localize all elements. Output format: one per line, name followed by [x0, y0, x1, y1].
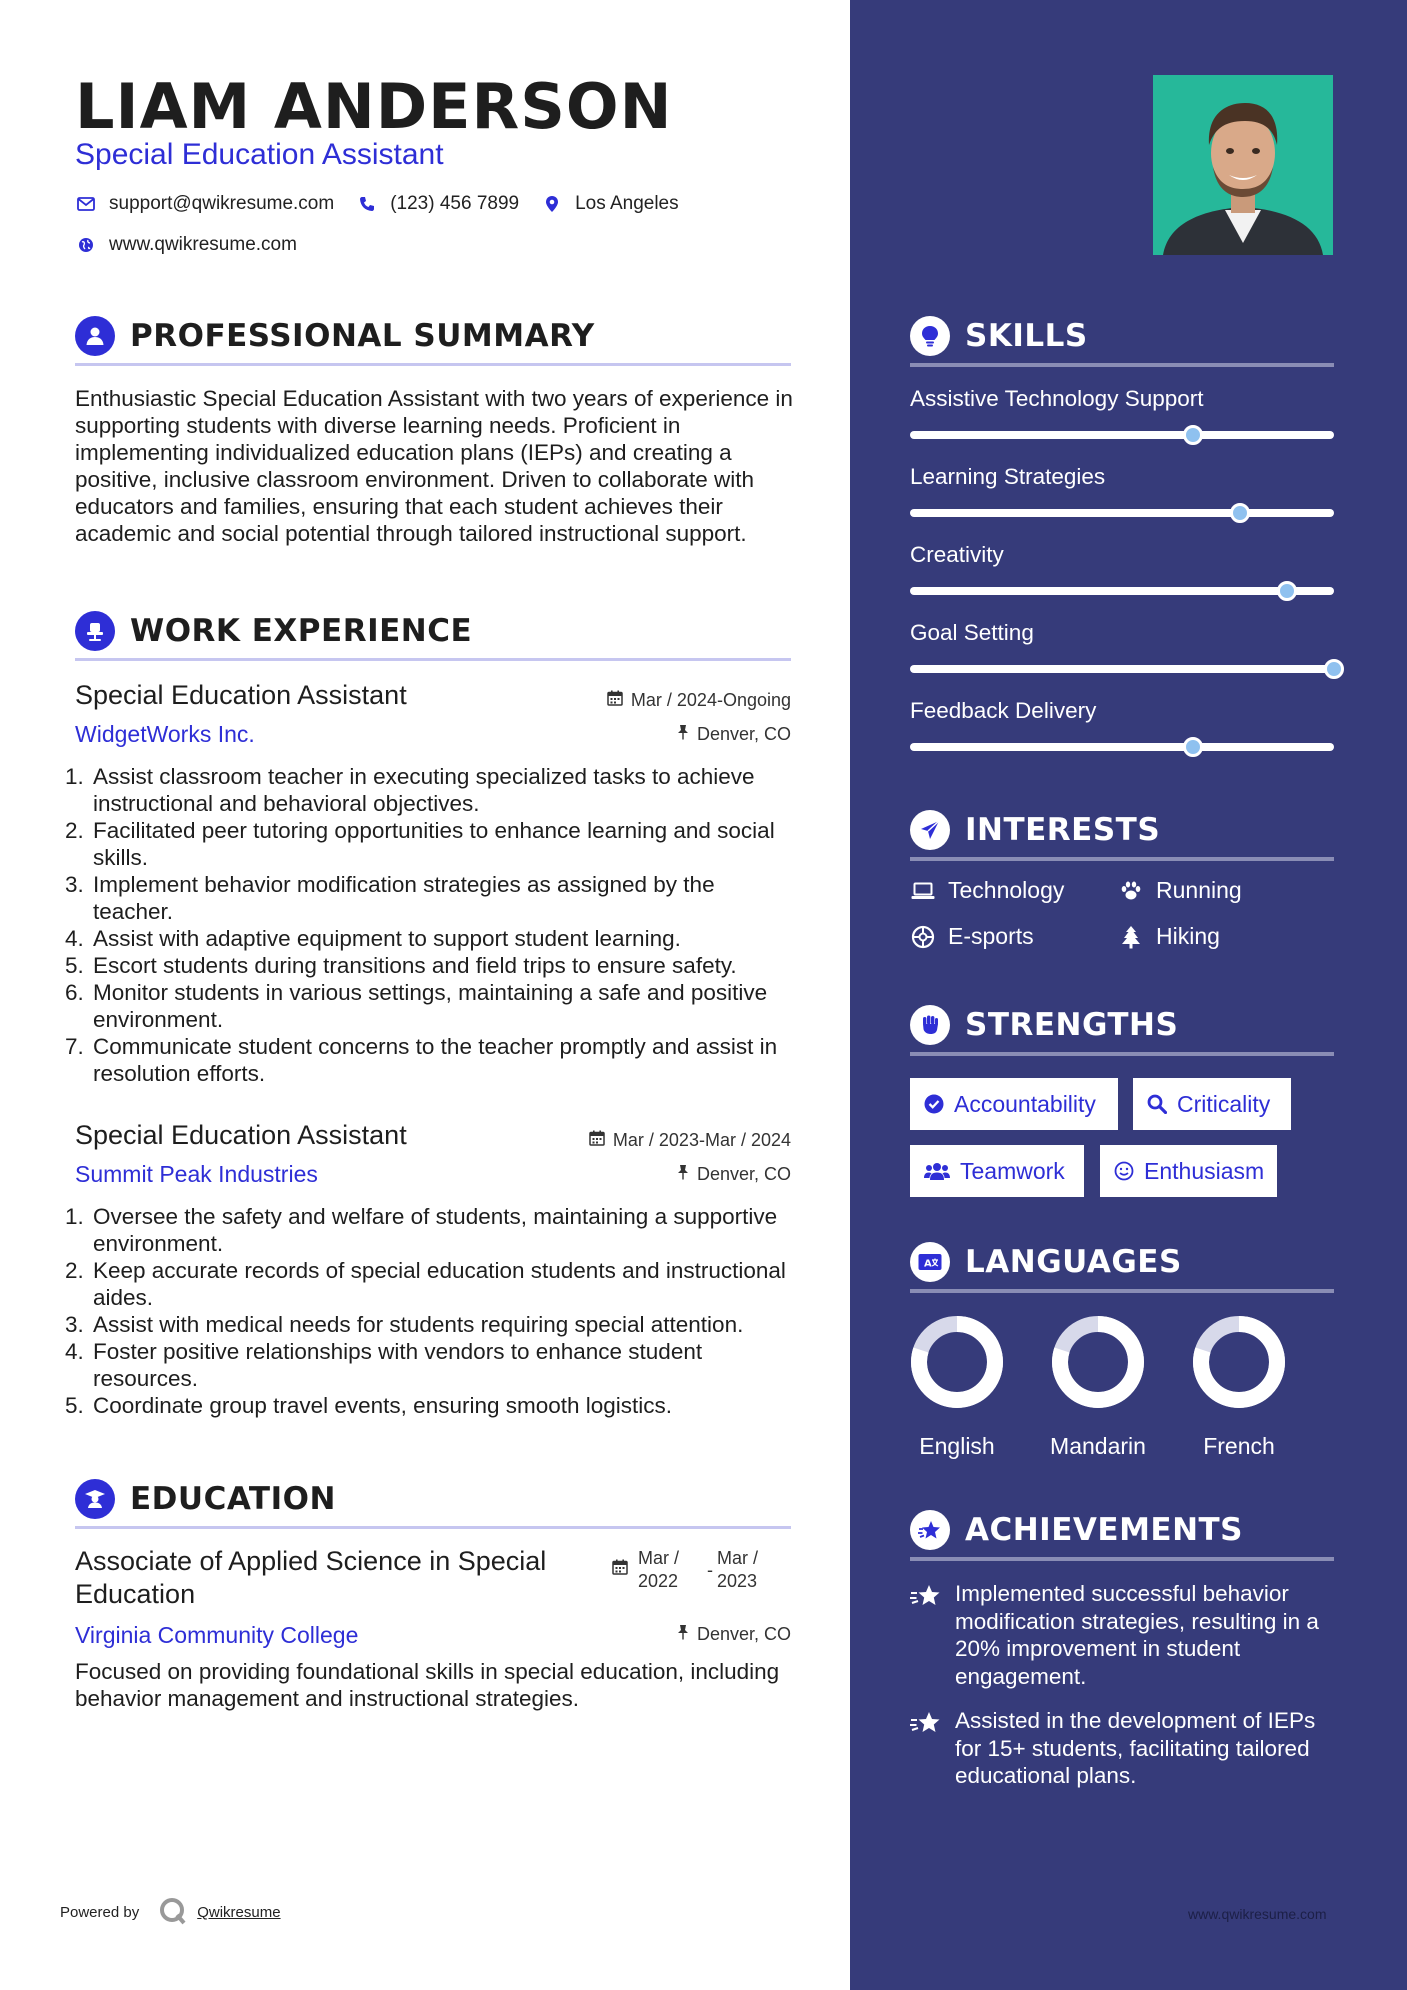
job-2-bullets: [65, 1203, 800, 1419]
list-item: 1. Oversee the safety and welfare of students, maintaining a supportive environment.: [65, 1204, 778, 1256]
job-2-location: [677, 1164, 791, 1185]
languages-heading: [910, 1242, 1334, 1282]
website-text: www.qwikresume.com: [109, 234, 297, 255]
job-1-dates: [607, 690, 791, 711]
interest-running: Running: [1118, 877, 1242, 904]
user-icon: [75, 316, 115, 356]
smile-icon: [1114, 1161, 1134, 1181]
achievements-heading: [910, 1510, 1334, 1550]
contact-row: [75, 193, 701, 215]
list-item: 6. Monitor students in various settings, maintaining a safe and positive environment.: [65, 980, 768, 1032]
sidebar: [850, 0, 1407, 1990]
languages-divider: [910, 1289, 1334, 1293]
list-item: 4. Foster positive relationships with vendors to enhance student resources.: [65, 1339, 703, 1391]
footer-website[interactable]: www.qwikresume.com: [1188, 1906, 1327, 1922]
pushpin-icon: [677, 724, 689, 745]
location-item: [541, 193, 679, 215]
qwikresume-logo-icon: [157, 1895, 189, 1931]
education-location-text: Denver, CO: [696, 1624, 791, 1644]
profile-photo: [1153, 75, 1333, 255]
summary-divider: [75, 363, 791, 366]
skill-level-knob: [1324, 659, 1344, 679]
language-name: English: [919, 1433, 995, 1459]
education-school: Virginia Community College: [75, 1622, 359, 1648]
strengths-divider: [910, 1052, 1334, 1056]
users-icon: [924, 1161, 950, 1181]
email-item[interactable]: [75, 193, 334, 215]
job-2-dates: [589, 1130, 791, 1151]
strengths-heading: [910, 1005, 1334, 1045]
shooting-star-icon: [910, 1709, 942, 1790]
strength-criticality: Criticality: [1133, 1078, 1291, 1130]
strength-enthusiasm: Enthusiasm: [1100, 1145, 1277, 1197]
calendar-icon: [607, 690, 623, 711]
experience-heading: [75, 611, 791, 651]
laptop-icon: [910, 882, 936, 900]
location-text: Los Angeles: [575, 193, 679, 214]
language-level-ring: [910, 1315, 1004, 1409]
skills-heading-label: SKILLS: [965, 318, 1088, 354]
list-item: 2. Facilitated peer tutoring opportunities to enhance learning and social skills.: [65, 818, 775, 870]
pushpin-icon: [677, 1164, 689, 1185]
job-1-location: [677, 724, 791, 745]
search-icon: [1147, 1094, 1167, 1114]
map-pin-icon: [541, 193, 563, 215]
skill-level-bar: [910, 743, 1334, 751]
skill-level-bar: [910, 431, 1334, 439]
skill-level-bar: [910, 509, 1334, 517]
job-2-dates-text: Mar / 2023-Mar / 2024: [612, 1130, 791, 1150]
education-degree: Associate of Applied Science in Special Education: [75, 1546, 547, 1609]
skill-level-bar: [910, 587, 1334, 595]
skill-name: Creativity: [910, 542, 1004, 567]
calendar-icon: [612, 1559, 628, 1593]
interest-technology: Technology: [910, 877, 1064, 904]
star-icon: [910, 1510, 950, 1550]
interest-hiking: Hiking: [1118, 923, 1220, 950]
education-location: [677, 1624, 791, 1645]
phone-text: (123) 456 7899: [390, 193, 520, 214]
pushpin-icon: [677, 1624, 689, 1645]
briefcase-chair-icon: [75, 611, 115, 651]
gamepad-icon: [910, 925, 936, 949]
education-description: Focused on providing foundational skills in special education, including behavior management and instructional strategies.: [75, 1659, 780, 1711]
website-item[interactable]: [75, 234, 297, 256]
language-name: Mandarin: [1050, 1433, 1146, 1459]
list-item: 5. Escort students during transitions and field trips to ensure safety.: [65, 953, 737, 978]
phone-item[interactable]: [356, 193, 519, 215]
job-1-dates-text: Mar / 2024-Ongoing: [630, 690, 791, 710]
skill-level-bar: [910, 665, 1334, 673]
candidate-title: Special Education Assistant: [75, 138, 444, 171]
skill-level-knob: [1183, 425, 1203, 445]
language-level-ring: [1051, 1315, 1145, 1409]
skill-name: Goal Setting: [910, 620, 1034, 645]
list-item: 7. Communicate student concerns to the teacher promptly and assist in resolution efforts.: [65, 1034, 778, 1086]
skill-name: Feedback Delivery: [910, 698, 1097, 723]
strength-accountability: Accountability: [910, 1078, 1118, 1130]
achievements-divider: [910, 1557, 1334, 1561]
summary-heading-label: PROFESSIONAL SUMMARY: [130, 318, 595, 354]
tree-icon: [1118, 925, 1144, 949]
education-heading: [75, 1479, 791, 1519]
email-text: support@qwikresume.com: [109, 193, 335, 214]
list-item: 4. Assist with adaptive equipment to support student learning.: [65, 926, 681, 951]
language-item: [1182, 1315, 1296, 1460]
powered-by: [60, 1904, 281, 1921]
interests-heading-label: INTERESTS: [965, 812, 1161, 848]
fist-icon: [910, 1005, 950, 1045]
candidate-name: LIAM ANDERSON: [75, 70, 673, 143]
shooting-star-icon: [910, 1582, 942, 1690]
skill-level-knob: [1277, 581, 1297, 601]
skill-level-knob: [1230, 503, 1250, 523]
list-item: 3. Implement behavior modification strategies as assigned by the teacher.: [65, 872, 715, 924]
education-heading-label: EDUCATION: [130, 1481, 336, 1517]
svg-text:A: A: [924, 1258, 932, 1270]
summary-text: Enthusiastic Special Education Assistant with two years of experience in supporting students with diverse learning needs. Proficient in implementing individualized education plans (IEPs) and creating a positive, inclusive classroom environment. Driven to collaborate with educators and families, ensuring that each student achieves their academic and social potential through tailored instructional support.: [75, 386, 793, 546]
powered-by-label: Powered by: [60, 1904, 140, 1921]
language-level-ring: [1192, 1315, 1286, 1409]
skill-name: Learning Strategies: [910, 464, 1106, 489]
experience-heading-label: WORK EXPERIENCE: [130, 613, 473, 649]
list-item: 3. Assist with medical needs for students requiring special attention.: [65, 1312, 744, 1337]
skill-level-knob: [1183, 737, 1203, 757]
qwikresume-link[interactable]: Qwikresume: [197, 1904, 281, 1921]
education-start-date: Mar / 2022: [638, 1548, 680, 1591]
skills-divider: [910, 363, 1334, 367]
list-item: 5. Coordinate group travel events, ensuring smooth logistics.: [65, 1393, 673, 1418]
globe-icon: [75, 234, 97, 256]
skills-heading: [910, 316, 1334, 356]
achievement-2: Assisted in the development of IEPs for 15+ students, facilitating tailored educational plans.: [910, 1707, 1334, 1790]
language-icon: [910, 1242, 950, 1282]
list-item: 1. Assist classroom teacher in executing specialized tasks to achieve instructional and behavioral objectives.: [65, 764, 755, 816]
achievement-1: Implemented successful behavior modification strategies, resulting in a 20% improvement in student engagement.: [910, 1580, 1334, 1690]
language-item: [900, 1315, 1014, 1460]
calendar-icon: [589, 1130, 605, 1151]
paper-plane-icon: [910, 810, 950, 850]
education-end-date: Mar / 2023: [717, 1548, 759, 1591]
summary-heading: [75, 316, 791, 356]
paw-icon: [1118, 881, 1144, 901]
envelope-icon: [75, 193, 97, 215]
interest-esports: E-sports: [910, 923, 1034, 950]
website-row: [75, 234, 319, 256]
education-divider: [75, 1526, 791, 1529]
experience-divider: [75, 658, 791, 661]
job-2-company: Summit Peak Industries: [75, 1161, 318, 1187]
interests-heading: [910, 810, 1334, 850]
job-1-location-text: Denver, CO: [696, 724, 791, 744]
list-item: 2. Keep accurate records of special education students and instructional aides.: [65, 1258, 786, 1310]
job-1-bullets: [65, 763, 800, 1087]
job-2-title: Special Education Assistant: [75, 1120, 407, 1150]
language-name: French: [1203, 1433, 1275, 1459]
languages-heading-label: LANGUAGES: [965, 1244, 1182, 1280]
phone-icon: [356, 193, 378, 215]
education-dates: Mar / 2022 - Mar / 2023: [612, 1547, 758, 1593]
lightbulb-icon: [910, 316, 950, 356]
job-2-location-text: Denver, CO: [696, 1164, 791, 1184]
skill-name: Assistive Technology Support: [910, 386, 1204, 411]
job-1-company: WidgetWorks Inc.: [75, 721, 255, 747]
check-circle-icon: [924, 1094, 944, 1114]
strengths-heading-label: STRENGTHS: [965, 1007, 1179, 1043]
achievements-heading-label: ACHIEVEMENTS: [965, 1512, 1244, 1548]
job-1-title: Special Education Assistant: [75, 680, 407, 710]
graduate-icon: [75, 1479, 115, 1519]
interests-divider: [910, 857, 1334, 861]
language-item: [1041, 1315, 1155, 1460]
strength-teamwork: Teamwork: [910, 1145, 1084, 1197]
